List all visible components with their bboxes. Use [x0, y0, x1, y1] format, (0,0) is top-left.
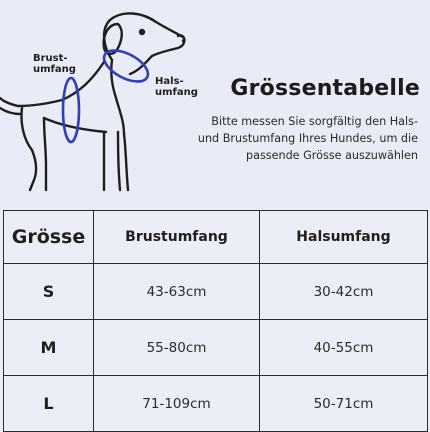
neck-cell: 50-71cm — [260, 376, 428, 432]
dog-illustration — [0, 0, 205, 192]
column-header-chest: Brustumfang — [94, 211, 260, 264]
neck-cell: 30-42cm — [260, 264, 428, 320]
table-row — [4, 376, 428, 432]
page-title: Grössentabelle — [230, 76, 420, 101]
size-cell: M — [4, 320, 94, 376]
size-cell: S — [4, 264, 94, 320]
size-cell: L — [4, 376, 94, 432]
table-header-row — [4, 211, 428, 264]
neck-cell: 40-55cm — [260, 320, 428, 376]
column-header-size: Grösse — [4, 211, 94, 264]
table-row — [4, 320, 428, 376]
neck-measurement-label: Hals- umfang — [155, 76, 198, 98]
size-instructions: Bitte messen Sie sorgfältig den Hals- und Brustumfang Ihres Hundes, um die passende Grösse auszuwählen — [197, 115, 418, 162]
column-header-neck: Halsumfang — [260, 211, 428, 264]
size-chart-table — [3, 210, 428, 432]
chest-cell: 71-109cm — [94, 376, 260, 432]
chest-cell: 43-63cm — [94, 264, 260, 320]
table-row — [4, 264, 428, 320]
chest-measurement-label: Brust- umfang — [33, 53, 76, 75]
chest-cell: 55-80cm — [94, 320, 260, 376]
